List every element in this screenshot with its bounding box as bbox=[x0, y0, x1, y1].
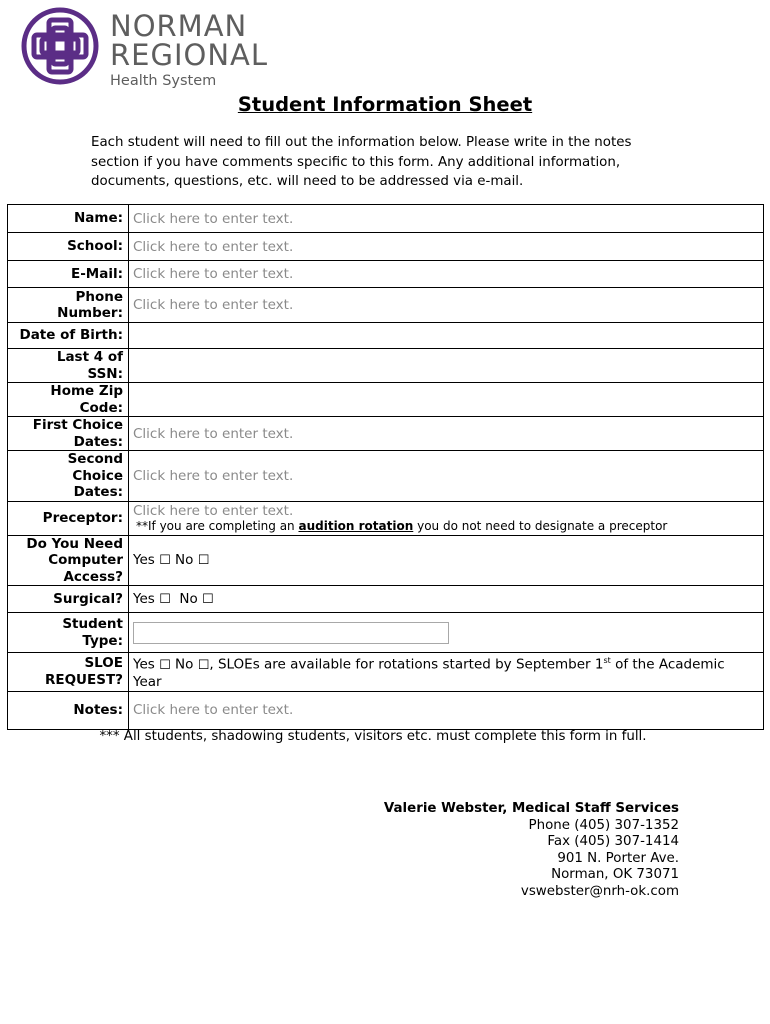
sloe-yes-label: Yes bbox=[133, 656, 155, 673]
school-placeholder: Click here to enter text. bbox=[133, 238, 294, 255]
phone-label-line: Number: bbox=[57, 305, 123, 321]
ssn-field[interactable] bbox=[129, 349, 764, 383]
sloe-field bbox=[129, 653, 764, 692]
email-label: E-Mail: bbox=[8, 261, 129, 288]
row-student-type bbox=[8, 613, 764, 653]
name-label: Name: bbox=[8, 205, 129, 233]
brand-line-3: Health System bbox=[110, 73, 217, 89]
student-type-label-line: Type: bbox=[82, 632, 123, 649]
intro-line: section if you have comments specific to this form. Any additional information, bbox=[91, 154, 621, 170]
computer-yes-label: Yes bbox=[133, 552, 155, 569]
zip-label bbox=[8, 383, 129, 417]
sloe-line-1 bbox=[133, 653, 759, 674]
computer-access-label bbox=[8, 535, 129, 586]
student-type-dropdown[interactable] bbox=[133, 622, 449, 644]
sloe-label-line: SLOE bbox=[84, 655, 123, 672]
zip-label-line: Home Zip bbox=[50, 383, 123, 399]
brand-wordmark bbox=[110, 9, 269, 90]
row-notes bbox=[8, 691, 764, 729]
notes-placeholder: Click here to enter text. bbox=[133, 702, 294, 718]
row-preceptor bbox=[8, 501, 764, 535]
ssn-label bbox=[8, 349, 129, 383]
preceptor-note-post: you do not need to designate a preceptor bbox=[413, 519, 668, 533]
sloe-no-checkbox[interactable]: ☐ bbox=[197, 657, 210, 673]
row-ssn bbox=[8, 349, 764, 383]
second-choice-label-line: Second bbox=[67, 451, 123, 467]
surgical-no-label: No bbox=[179, 591, 198, 607]
row-phone bbox=[8, 288, 764, 323]
phone-label-line: Phone bbox=[75, 288, 123, 305]
cross-emblem-icon bbox=[20, 6, 100, 86]
page-title: Student Information Sheet bbox=[237, 93, 533, 116]
sloe-yes-checkbox[interactable]: ☐ bbox=[159, 657, 171, 673]
sloe-no-label: No bbox=[175, 656, 194, 673]
contact-email: vswebster@nrh-ok.com bbox=[520, 883, 679, 899]
ssn-label-line: SSN: bbox=[87, 365, 123, 382]
sloe-label-line: REQUEST? bbox=[44, 671, 123, 688]
preceptor-note bbox=[133, 519, 759, 533]
second-choice-placeholder: Click here to enter text. bbox=[133, 467, 294, 484]
row-email bbox=[8, 261, 764, 288]
phone-placeholder: Click here to enter text. bbox=[133, 297, 294, 313]
student-type-cell bbox=[129, 613, 764, 653]
intro-text bbox=[91, 133, 691, 192]
row-surgical bbox=[8, 586, 764, 613]
brand-line-1: NORMAN bbox=[110, 9, 248, 43]
second-choice-label-line: Choice bbox=[72, 467, 123, 484]
second-choice-label bbox=[8, 451, 129, 502]
school-field[interactable] bbox=[129, 233, 764, 261]
contact-address-2: Norman, OK 73071 bbox=[551, 867, 679, 882]
name-placeholder: Click here to enter text. bbox=[133, 210, 294, 227]
dob-label: Date of Birth: bbox=[8, 323, 129, 349]
preceptor-note-pre: **If you are completing an bbox=[136, 519, 299, 533]
zip-label-line: Code: bbox=[79, 399, 123, 416]
phone-field[interactable] bbox=[129, 288, 764, 323]
notes-label: Notes: bbox=[8, 691, 129, 729]
footer-note: *** All students, shadowing students, visitors etc. must complete this form in full. bbox=[99, 729, 647, 744]
computer-yes-checkbox[interactable]: ☐ bbox=[159, 553, 171, 569]
email-placeholder: Click here to enter text. bbox=[133, 266, 294, 282]
computer-access-label-line: Access? bbox=[63, 568, 123, 585]
row-dob bbox=[8, 323, 764, 349]
intro-line: documents, questions, etc. will need to be addressed via e-mail. bbox=[91, 174, 524, 189]
brand-line-2: REGIONAL bbox=[110, 38, 269, 72]
surgical-no-checkbox[interactable]: ☐ bbox=[202, 592, 214, 607]
logo bbox=[20, 6, 270, 90]
preceptor-placeholder: Click here to enter text. bbox=[133, 503, 294, 519]
computer-no-label: No bbox=[175, 552, 194, 569]
zip-field[interactable] bbox=[129, 383, 764, 417]
ssn-label-line: Last 4 of bbox=[56, 349, 123, 365]
second-choice-label-line: Dates: bbox=[73, 484, 123, 500]
student-type-label-line: Student bbox=[62, 616, 123, 632]
second-choice-field[interactable] bbox=[129, 451, 764, 502]
row-first-choice bbox=[8, 417, 764, 451]
preceptor-label: Preceptor: bbox=[8, 501, 129, 535]
row-name bbox=[8, 205, 764, 233]
name-field[interactable] bbox=[129, 205, 764, 233]
first-choice-placeholder: Click here to enter text. bbox=[133, 425, 294, 442]
computer-access-field bbox=[129, 535, 764, 586]
sloe-description: , SLOEs are available for rotations started by September 1 bbox=[209, 656, 604, 673]
surgical-field bbox=[129, 586, 764, 613]
sloe-label bbox=[8, 653, 129, 692]
phone-label bbox=[8, 288, 129, 323]
contact-name: Valerie Webster, Medical Staff Services bbox=[383, 801, 679, 816]
computer-access-label-line: Do You Need bbox=[26, 535, 123, 552]
surgical-yes-label: Yes bbox=[133, 591, 155, 607]
sloe-superscript: st bbox=[603, 656, 611, 665]
sloe-description-end: of the Academic bbox=[610, 656, 725, 673]
contact-block bbox=[384, 801, 679, 900]
computer-no-checkbox[interactable]: ☐ bbox=[197, 553, 210, 569]
preceptor-field[interactable] bbox=[129, 501, 764, 535]
contact-address-1: 901 N. Porter Ave. bbox=[557, 850, 679, 866]
email-field[interactable] bbox=[129, 261, 764, 288]
dob-field[interactable] bbox=[129, 323, 764, 349]
school-label: School: bbox=[8, 233, 129, 261]
row-sloe bbox=[8, 653, 764, 692]
audition-rotation-emphasis: audition rotation bbox=[298, 519, 414, 533]
row-second-choice bbox=[8, 451, 764, 502]
contact-phone: Phone (405) 307-1352 bbox=[528, 817, 679, 833]
surgical-yes-checkbox[interactable]: ☐ bbox=[159, 592, 171, 607]
student-info-table bbox=[7, 204, 764, 730]
computer-access-label-line: Computer bbox=[48, 552, 123, 568]
first-choice-label-line: Dates: bbox=[73, 433, 123, 450]
first-choice-label-line: First Choice bbox=[32, 417, 123, 433]
row-zip bbox=[8, 383, 764, 417]
surgical-label: Surgical? bbox=[8, 586, 129, 613]
intro-line: Each student will need to fill out the information below. Please write in the notes bbox=[91, 135, 632, 150]
first-choice-label bbox=[8, 417, 129, 451]
notes-field[interactable] bbox=[129, 691, 764, 729]
sloe-line-2: Year bbox=[133, 674, 162, 690]
first-choice-field[interactable] bbox=[129, 417, 764, 451]
row-computer-access bbox=[8, 535, 764, 586]
contact-fax: Fax (405) 307-1414 bbox=[547, 834, 679, 849]
row-school bbox=[8, 233, 764, 261]
student-type-label bbox=[8, 613, 129, 653]
